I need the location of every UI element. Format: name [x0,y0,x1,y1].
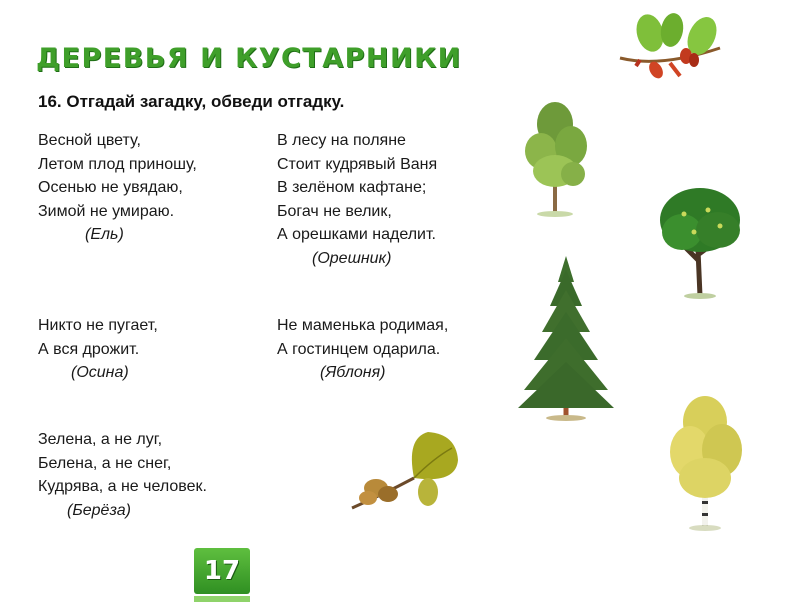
aspen-tree-icon [515,96,595,218]
riddle-line: Летом плод приношу, [38,155,197,173]
page-number-badge: 17 [194,548,250,594]
riddle-line: Весной цвету, [38,132,141,149]
riddle-answer: (Ель) [85,226,124,244]
riddle-answer: (Орешник) [312,249,392,267]
riddle-line: Зимой не умираю. [38,202,175,220]
spruce-tree-icon [514,252,618,424]
riddle-answer: (Берёза) [67,501,131,519]
riddle-line: А орешками наделит. [277,226,436,244]
riddle-line: Зелена, а не луг, [38,431,163,448]
riddle-3 [38,314,158,385]
riddle-line: Кудрява, а не человек. [38,478,207,496]
riddle-line: Богач не велик, [277,202,392,220]
riddle-line: Осенью не увядаю, [38,179,183,197]
riddle-line: В зелёном кафтане; [277,179,427,197]
birch-tree-icon [662,392,748,532]
apple-tree-icon [654,180,746,300]
riddle-answer: (Яблоня) [320,364,386,382]
page-title: ДЕРЕВЬЯ И КУСТАРНИКИ [36,43,462,74]
riddle-line: Никто не пугает, [38,317,158,334]
oak-branch-icon [610,8,730,86]
riddle-4 [277,314,448,385]
riddle-2 [277,129,437,271]
riddle-line: Стоит кудрявый Ваня [277,155,438,173]
riddle-line: А гостинцем одарила. [277,340,441,358]
riddle-5 [38,428,207,522]
riddle-line: А вся дрожит. [38,340,140,358]
page-number-strip [194,596,250,602]
riddle-line: Не маменька родимая, [277,317,449,334]
riddle-line: В лесу на поляне [277,132,406,149]
hazel-branch-icon [344,428,464,518]
riddle-answer: (Осина) [71,364,129,382]
task-instruction: 16. Отгадай загадку, обведи отгадку. [38,92,345,111]
riddle-line: Белена, а не снег, [38,454,172,472]
riddle-1 [38,129,197,247]
